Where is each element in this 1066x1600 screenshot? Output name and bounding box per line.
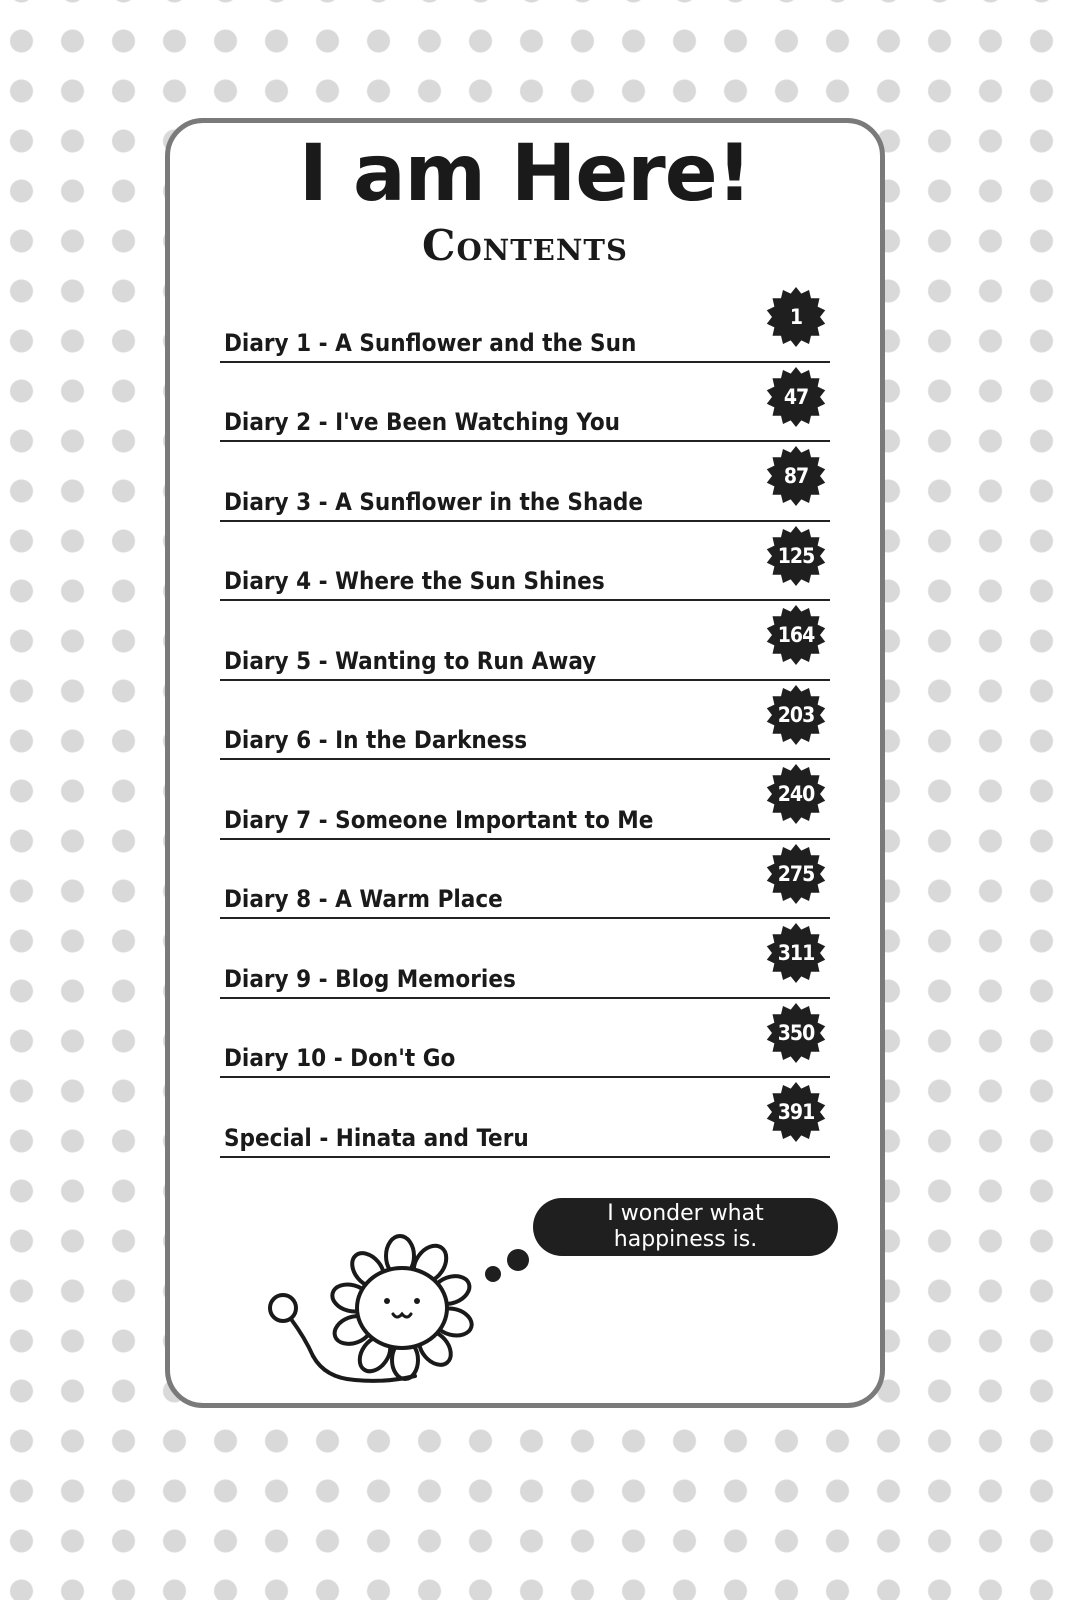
page-number: 125 — [777, 543, 815, 568]
page-badge — [766, 923, 826, 983]
toc-row[interactable] — [220, 363, 830, 443]
toc-label: Diary 2 - I've Been Watching You — [224, 408, 621, 436]
toc-label: Diary 6 - In the Darkness — [224, 726, 528, 754]
page-number: 311 — [777, 941, 815, 965]
page-number: 47 — [783, 384, 809, 409]
page-badge — [766, 844, 826, 904]
page-badge — [766, 605, 826, 665]
page-number: 350 — [777, 1020, 815, 1045]
contents-card — [165, 118, 885, 1408]
thought-bubble — [533, 1198, 838, 1256]
page-number: 275 — [777, 861, 815, 886]
toc-label: Diary 8 - A Warm Place — [224, 885, 503, 913]
page-badge — [766, 685, 826, 745]
toc-row[interactable] — [220, 840, 830, 920]
toc-row[interactable] — [220, 919, 830, 999]
toc-label: Diary 9 - Blog Memories — [224, 964, 516, 993]
toc-row[interactable] — [220, 283, 830, 363]
page-badge — [766, 367, 826, 427]
toc-label: Diary 5 - Wanting to Run Away — [224, 646, 597, 675]
page-badge — [766, 764, 826, 824]
page-title: I am Here! — [298, 129, 752, 219]
thought-dot-large — [507, 1249, 529, 1271]
toc-row[interactable] — [220, 760, 830, 840]
sunflower-mascot-icon — [265, 1228, 485, 1388]
thought-line-2: happiness is. — [613, 1227, 758, 1252]
toc-label: Diary 4 - Where the Sun Shines — [224, 567, 605, 595]
page-badge — [766, 287, 826, 347]
thought-dot-small — [485, 1266, 501, 1282]
contents-heading: Contents — [422, 221, 628, 270]
toc-row[interactable] — [220, 601, 830, 681]
toc-row[interactable] — [220, 442, 830, 522]
toc-label: Diary 3 - A Sunflower in the Shade — [224, 487, 644, 516]
toc-row[interactable] — [220, 522, 830, 602]
page-badge — [766, 526, 826, 586]
page-number: 391 — [777, 1100, 815, 1124]
page-number: 240 — [777, 782, 815, 806]
page-badge — [766, 1082, 826, 1142]
page-number: 1 — [789, 305, 803, 329]
toc-label: Diary 7 - Someone Important to Me — [224, 805, 654, 834]
page-number: 203 — [777, 702, 815, 727]
page-badge — [766, 1003, 826, 1063]
thought-line-1: I wonder what — [607, 1201, 764, 1226]
toc-row[interactable] — [220, 681, 830, 761]
toc-label: Diary 10 - Don't Go — [224, 1044, 456, 1072]
page-badge — [766, 446, 826, 506]
page-number: 87 — [783, 464, 809, 488]
toc-row[interactable] — [220, 999, 830, 1079]
toc-label: Special - Hinata and Teru — [224, 1123, 529, 1152]
toc-row[interactable] — [220, 1078, 830, 1158]
table-of-contents — [220, 283, 830, 1158]
toc-label: Diary 1 - A Sunflower and the Sun — [224, 328, 637, 357]
page-number: 164 — [777, 623, 815, 647]
